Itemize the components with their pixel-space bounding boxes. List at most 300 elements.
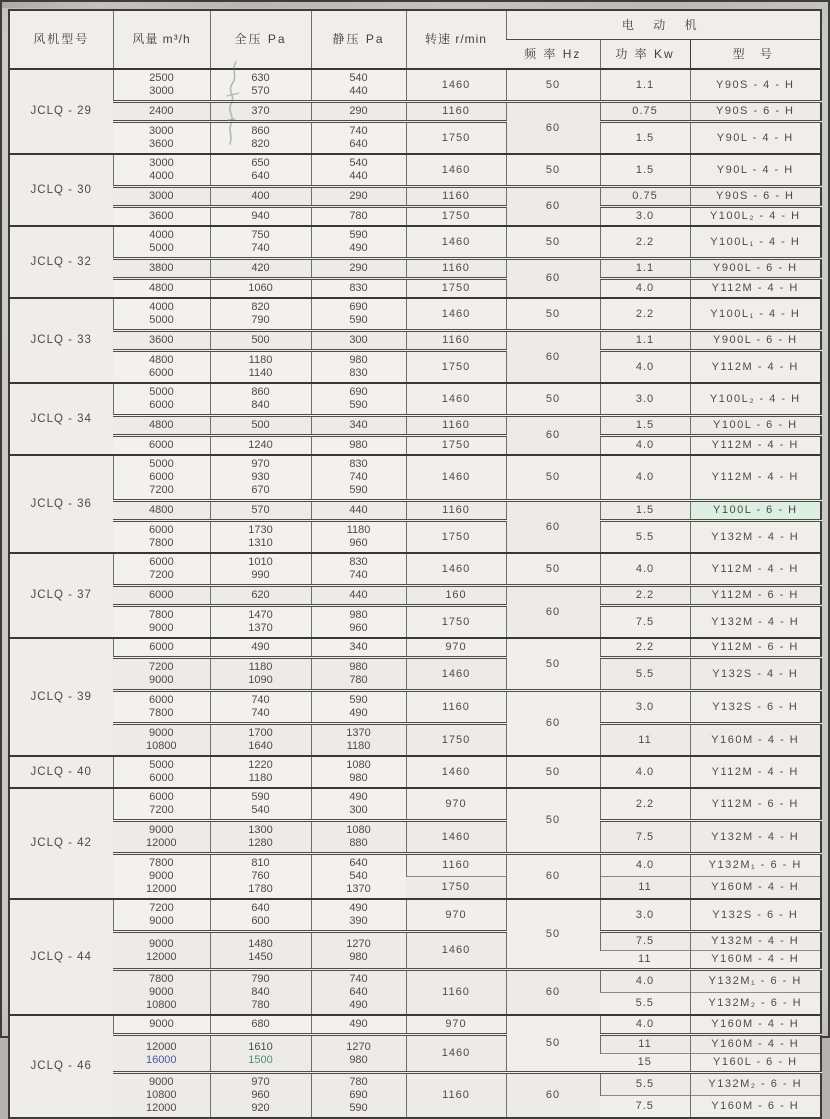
value-line: 980 <box>349 609 368 621</box>
frequency-cell: 60 <box>506 854 600 900</box>
total-pressure-cell <box>210 455 311 501</box>
frequency-cell: 60 <box>506 259 600 299</box>
value-line: 7800 <box>149 707 174 719</box>
static-pressure-cell <box>311 455 406 501</box>
motor-model-cell: Y132M₁ - 6 - H <box>690 854 821 877</box>
airflow-cell <box>113 1073 210 1119</box>
value-line: 6000 <box>149 556 174 568</box>
table-row <box>9 259 821 279</box>
value-line: 490 <box>349 999 368 1011</box>
table-row <box>9 102 821 122</box>
frequency-cell: 60 <box>506 416 600 456</box>
value-line: 1090 <box>248 674 273 686</box>
table-row <box>9 854 821 877</box>
speed-cell: 1160 <box>406 501 506 521</box>
value-line: 780 <box>349 1076 368 1088</box>
table-row <box>9 724 821 757</box>
airflow-cell <box>113 383 210 416</box>
power-cell: 5.5 <box>600 993 690 1015</box>
value-line: 1010 <box>248 556 273 568</box>
total-pressure-cell <box>210 436 311 456</box>
total-pressure-cell <box>210 658 311 691</box>
static-pressure-cell <box>311 854 406 900</box>
value-line: 1140 <box>248 367 273 379</box>
static-pressure-cell <box>311 331 406 351</box>
fan-group <box>9 553 821 638</box>
table-row <box>9 553 821 586</box>
value-line: 640 <box>349 986 368 998</box>
value-line: 3000 <box>149 85 174 97</box>
value-line: 980 <box>349 661 368 673</box>
value-line: 1310 <box>248 537 273 549</box>
table-row <box>9 821 821 854</box>
table-row <box>9 279 821 299</box>
value-line: 640 <box>349 138 368 150</box>
total-pressure-cell <box>210 521 311 554</box>
frequency-cell: 60 <box>506 331 600 384</box>
value-line: 420 <box>251 262 270 274</box>
value-line: 1300 <box>248 824 273 836</box>
speed-cell: 1160 <box>406 854 506 877</box>
header-total-pressure: 全压 Pa <box>210 10 311 69</box>
table-row <box>9 1015 821 1035</box>
value-line: 490 <box>349 242 368 254</box>
value-line: 6000 <box>149 439 174 451</box>
table-row <box>9 658 821 691</box>
static-pressure-cell <box>311 436 406 456</box>
motor-model-cell: Y132M₂ - 6 - H <box>690 993 821 1015</box>
airflow-cell <box>113 455 210 501</box>
value-line: 740 <box>349 973 368 985</box>
value-line: 750 <box>251 229 270 241</box>
power-cell: 4.0 <box>600 970 690 993</box>
motor-model-cell: Y112M - 4 - H <box>690 553 821 586</box>
value-line: 3000 <box>149 190 174 202</box>
value-line: 880 <box>349 837 368 849</box>
total-pressure-cell <box>210 154 311 187</box>
static-pressure-cell <box>311 899 406 932</box>
airflow-cell <box>113 1015 210 1035</box>
table-row <box>9 788 821 821</box>
value-line: 12000 <box>145 883 177 895</box>
value-line: 290 <box>349 105 368 117</box>
power-cell: 4.0 <box>600 854 690 877</box>
value-line: 440 <box>349 170 368 182</box>
value-line: 7200 <box>149 569 174 581</box>
value-line: 540 <box>349 157 368 169</box>
value-line: 980 <box>349 439 368 451</box>
motor-model-cell: Y132M - 4 - H <box>690 521 821 554</box>
value-line: 1370 <box>248 622 273 634</box>
total-pressure-cell <box>210 553 311 586</box>
motor-model-cell: Y132S - 6 - H <box>690 899 821 932</box>
header-speed: 转速 r/min <box>406 10 506 69</box>
airflow-cell <box>113 351 210 384</box>
value-line: 4000 <box>149 301 174 313</box>
value-line: 1700 <box>248 727 273 739</box>
total-pressure-cell <box>210 259 311 279</box>
frequency-cell: 50 <box>506 638 600 691</box>
value-line: 570 <box>251 85 270 97</box>
motor-model-cell: Y160M - 4 - H <box>690 877 821 899</box>
motor-model-cell: Y100L₂ - 4 - H <box>690 383 821 416</box>
value-line: 4800 <box>149 282 174 294</box>
header-airflow: 风量 m³/h <box>113 10 210 69</box>
value-line: 640 <box>251 902 270 914</box>
fan-group <box>9 455 821 553</box>
value-line: 640 <box>349 857 368 869</box>
speed-cell: 1160 <box>406 1073 506 1119</box>
airflow-cell <box>113 187 210 207</box>
value-line: 12000 <box>145 950 177 963</box>
value-line: 4000 <box>149 170 174 182</box>
value-line: 740 <box>251 707 270 719</box>
value-line: 7800 <box>149 609 174 621</box>
table-row <box>9 1073 821 1096</box>
power-cell: 3.0 <box>600 383 690 416</box>
motor-model-cell: Y100L₁ - 4 - H <box>690 226 821 259</box>
table-row <box>9 122 821 155</box>
value-line: 6000 <box>149 694 174 706</box>
value-line: 1180 <box>346 524 371 536</box>
value-line: 960 <box>349 537 368 549</box>
speed-cell: 1160 <box>406 187 506 207</box>
value-line: 6000 <box>149 367 174 379</box>
speed-cell: 1460 <box>406 383 506 416</box>
value-line: 740 <box>349 471 368 483</box>
value-line: 1500 <box>248 1053 273 1066</box>
motor-model-cell: Y100L - 6 - H <box>690 501 821 521</box>
table-row <box>9 351 821 384</box>
value-line: 7200 <box>149 902 174 914</box>
value-line: 540 <box>349 72 368 84</box>
motor-model-cell: Y90L - 4 - H <box>690 122 821 155</box>
value-line: 590 <box>349 229 368 241</box>
static-pressure-cell <box>311 724 406 757</box>
value-line: 690 <box>349 386 368 398</box>
value-line: 740 <box>251 694 270 706</box>
airflow-cell <box>113 69 210 102</box>
power-cell: 1.5 <box>600 154 690 187</box>
total-pressure-cell <box>210 691 311 724</box>
value-line: 1180 <box>248 772 273 784</box>
motor-model-cell: Y132M₂ - 6 - H <box>690 1073 821 1096</box>
table-row <box>9 932 821 951</box>
value-line: 440 <box>349 85 368 97</box>
frequency-cell: 60 <box>506 970 600 1016</box>
value-line: 3000 <box>149 125 174 137</box>
speed-cell: 1160 <box>406 259 506 279</box>
airflow-cell <box>113 259 210 279</box>
motor-model-cell: Y100L - 6 - H <box>690 416 821 436</box>
airflow-cell <box>113 122 210 155</box>
static-pressure-cell <box>311 69 406 102</box>
speed-cell: 1750 <box>406 724 506 757</box>
header-power: 功 率 Kw <box>600 40 690 70</box>
speed-cell: 1460 <box>406 821 506 854</box>
fan-model-cell: JCLQ - 30 <box>9 154 113 226</box>
value-line: 590 <box>251 791 270 803</box>
value-line: 500 <box>251 334 270 346</box>
value-line: 490 <box>349 1018 368 1030</box>
table-row <box>9 416 821 436</box>
motor-model-cell: Y90S - 6 - H <box>690 102 821 122</box>
airflow-cell <box>113 1035 210 1073</box>
static-pressure-cell <box>311 259 406 279</box>
speed-cell: 1750 <box>406 877 506 899</box>
fan-model-cell: JCLQ - 37 <box>9 553 113 638</box>
power-cell: 11 <box>600 1035 690 1054</box>
static-pressure-cell <box>311 821 406 854</box>
header-model: 型 号 <box>690 40 821 70</box>
speed-cell: 970 <box>406 899 506 932</box>
speed-cell: 1750 <box>406 279 506 299</box>
frequency-cell: 50 <box>506 756 600 788</box>
total-pressure-cell <box>210 207 311 227</box>
value-line: 1730 <box>248 524 273 536</box>
value-line: 840 <box>251 986 270 998</box>
motor-model-cell: Y160M - 4 - H <box>690 1035 821 1054</box>
static-pressure-cell <box>311 658 406 691</box>
speed-cell: 1160 <box>406 102 506 122</box>
motor-model-cell: Y132S - 6 - H <box>690 691 821 724</box>
total-pressure-cell <box>210 226 311 259</box>
power-cell: 2.2 <box>600 586 690 606</box>
motor-model-cell: Y112M - 4 - H <box>690 351 821 384</box>
total-pressure-cell <box>210 932 311 970</box>
fan-model-cell: JCLQ - 33 <box>9 298 113 383</box>
value-line: 790 <box>251 314 270 326</box>
value-line: 5000 <box>149 386 174 398</box>
static-pressure-cell <box>311 207 406 227</box>
value-line: 440 <box>349 589 368 601</box>
fan-group <box>9 756 821 788</box>
value-line: 12000 <box>145 837 177 849</box>
value-line: 1180 <box>248 354 273 366</box>
power-cell: 5.5 <box>600 658 690 691</box>
frequency-cell: 50 <box>506 788 600 854</box>
value-line: 500 <box>251 419 270 431</box>
power-cell: 4.0 <box>600 279 690 299</box>
value-line: 290 <box>349 190 368 202</box>
value-line: 1060 <box>248 282 273 294</box>
value-line: 3600 <box>149 334 174 346</box>
fan-model-cell: JCLQ - 34 <box>9 383 113 455</box>
table-row <box>9 331 821 351</box>
table-row <box>9 586 821 606</box>
value-line: 1240 <box>248 439 273 451</box>
static-pressure-cell <box>311 1035 406 1073</box>
speed-cell: 1750 <box>406 122 506 155</box>
value-line: 640 <box>251 170 270 182</box>
speed-cell: 1750 <box>406 436 506 456</box>
speed-cell: 1460 <box>406 1035 506 1073</box>
value-line: 3800 <box>149 262 174 274</box>
frequency-cell: 60 <box>506 187 600 227</box>
value-line: 3000 <box>149 157 174 169</box>
value-line: 810 <box>251 857 270 869</box>
static-pressure-cell <box>311 383 406 416</box>
value-line: 7800 <box>149 973 174 985</box>
power-cell: 4.0 <box>600 756 690 788</box>
value-line: 7200 <box>149 804 174 816</box>
fan-model-cell: JCLQ - 32 <box>9 226 113 298</box>
total-pressure-cell <box>210 586 311 606</box>
total-pressure-cell <box>210 331 311 351</box>
static-pressure-cell <box>311 154 406 187</box>
value-line: 780 <box>349 210 368 222</box>
value-line: 9000 <box>149 1018 174 1030</box>
power-cell: 7.5 <box>600 606 690 639</box>
value-line: 630 <box>251 72 270 84</box>
value-line: 2400 <box>149 105 174 117</box>
value-line: 4800 <box>149 419 174 431</box>
value-line: 1470 <box>248 609 273 621</box>
total-pressure-cell <box>210 501 311 521</box>
total-pressure-cell <box>210 638 311 658</box>
value-line: 340 <box>349 419 368 431</box>
airflow-cell <box>113 932 210 970</box>
value-line: 540 <box>251 804 270 816</box>
table-row <box>9 207 821 227</box>
static-pressure-cell <box>311 970 406 1016</box>
motor-model-cell: Y100L₁ - 4 - H <box>690 298 821 331</box>
fan-group <box>9 899 821 1015</box>
motor-model-cell: Y160L - 6 - H <box>690 1054 821 1073</box>
power-cell: 1.5 <box>600 122 690 155</box>
frequency-cell: 50 <box>506 226 600 259</box>
value-line: 960 <box>251 1089 270 1101</box>
airflow-cell <box>113 854 210 900</box>
airflow-cell <box>113 586 210 606</box>
motor-model-cell: Y112M - 4 - H <box>690 756 821 788</box>
static-pressure-cell <box>311 521 406 554</box>
total-pressure-cell <box>210 1073 311 1119</box>
value-line: 830 <box>349 282 368 294</box>
value-line: 1640 <box>248 740 273 752</box>
fan-group <box>9 226 821 298</box>
airflow-cell <box>113 899 210 932</box>
fan-group <box>9 383 821 455</box>
airflow-cell <box>113 501 210 521</box>
total-pressure-cell <box>210 854 311 900</box>
motor-model-cell: Y90L - 4 - H <box>690 154 821 187</box>
value-line: 760 <box>251 870 270 882</box>
motor-model-cell: Y900L - 6 - H <box>690 259 821 279</box>
motor-model-cell: Y132M₁ - 6 - H <box>690 970 821 993</box>
fan-model-cell: JCLQ - 44 <box>9 899 113 1015</box>
value-line: 590 <box>349 694 368 706</box>
airflow-cell <box>113 521 210 554</box>
value-line: 10800 <box>145 1089 177 1101</box>
total-pressure-cell <box>210 756 311 788</box>
airflow-cell <box>113 331 210 351</box>
table-row <box>9 383 821 416</box>
value-line: 1370 <box>346 883 371 895</box>
motor-model-cell: Y132M - 4 - H <box>690 821 821 854</box>
value-line: 490 <box>349 902 368 914</box>
motor-model-cell: Y112M - 4 - H <box>690 436 821 456</box>
value-line: 300 <box>349 334 368 346</box>
static-pressure-cell <box>311 187 406 207</box>
static-pressure-cell <box>311 756 406 788</box>
value-line: 5000 <box>149 759 174 771</box>
fan-model-cell: JCLQ - 29 <box>9 69 113 154</box>
value-line: 600 <box>251 915 270 927</box>
airflow-cell <box>113 298 210 331</box>
static-pressure-cell <box>311 606 406 639</box>
table-row <box>9 970 821 993</box>
airflow-cell <box>113 638 210 658</box>
value-line: 12000 <box>145 1040 177 1053</box>
fan-group <box>9 154 821 226</box>
static-pressure-cell <box>311 691 406 724</box>
static-pressure-cell <box>311 788 406 821</box>
total-pressure-cell <box>210 899 311 932</box>
static-pressure-cell <box>311 279 406 299</box>
power-cell: 1.5 <box>600 416 690 436</box>
value-line: 980 <box>349 772 368 784</box>
value-line: 920 <box>251 1102 270 1114</box>
value-line: 590 <box>349 1102 368 1114</box>
static-pressure-cell <box>311 298 406 331</box>
power-cell: 3.0 <box>600 691 690 724</box>
airflow-cell <box>113 691 210 724</box>
static-pressure-cell <box>311 586 406 606</box>
value-line: 980 <box>349 950 368 963</box>
value-line: 490 <box>349 707 368 719</box>
motor-model-cell: Y132S - 4 - H <box>690 658 821 691</box>
fan-group <box>9 1015 821 1118</box>
value-line: 6000 <box>149 772 174 784</box>
value-line: 5000 <box>149 458 174 470</box>
header-static-pressure: 静压 Pa <box>311 10 406 69</box>
value-line: 690 <box>349 1089 368 1101</box>
speed-cell: 970 <box>406 638 506 658</box>
value-line: 3600 <box>149 210 174 222</box>
total-pressure-cell <box>210 788 311 821</box>
frequency-cell: 50 <box>506 383 600 416</box>
value-line: 790 <box>251 973 270 985</box>
motor-model-cell: Y132M - 4 - H <box>690 932 821 951</box>
value-line: 7800 <box>149 537 174 549</box>
power-cell: 0.75 <box>600 102 690 122</box>
value-line: 940 <box>251 210 270 222</box>
value-line: 1450 <box>248 950 273 963</box>
value-line: 490 <box>251 641 270 653</box>
static-pressure-cell <box>311 932 406 970</box>
scan-noise-strip <box>2 2 828 8</box>
value-line: 4000 <box>149 229 174 241</box>
table-row <box>9 187 821 207</box>
power-cell: 2.2 <box>600 298 690 331</box>
value-line: 290 <box>349 262 368 274</box>
power-cell: 11 <box>600 724 690 757</box>
value-line: 6000 <box>149 471 174 483</box>
value-line: 680 <box>251 1018 270 1030</box>
motor-model-cell: Y132M - 4 - H <box>690 606 821 639</box>
power-cell: 2.2 <box>600 638 690 658</box>
total-pressure-cell <box>210 606 311 639</box>
value-line: 590 <box>349 484 368 496</box>
total-pressure-cell <box>210 1015 311 1035</box>
static-pressure-cell <box>311 102 406 122</box>
motor-model-cell: Y90S - 4 - H <box>690 69 821 102</box>
fan-model-cell: JCLQ - 46 <box>9 1015 113 1118</box>
value-line: 9000 <box>149 622 174 634</box>
value-line: 9000 <box>149 727 174 739</box>
fan-model-cell: JCLQ - 42 <box>9 788 113 899</box>
